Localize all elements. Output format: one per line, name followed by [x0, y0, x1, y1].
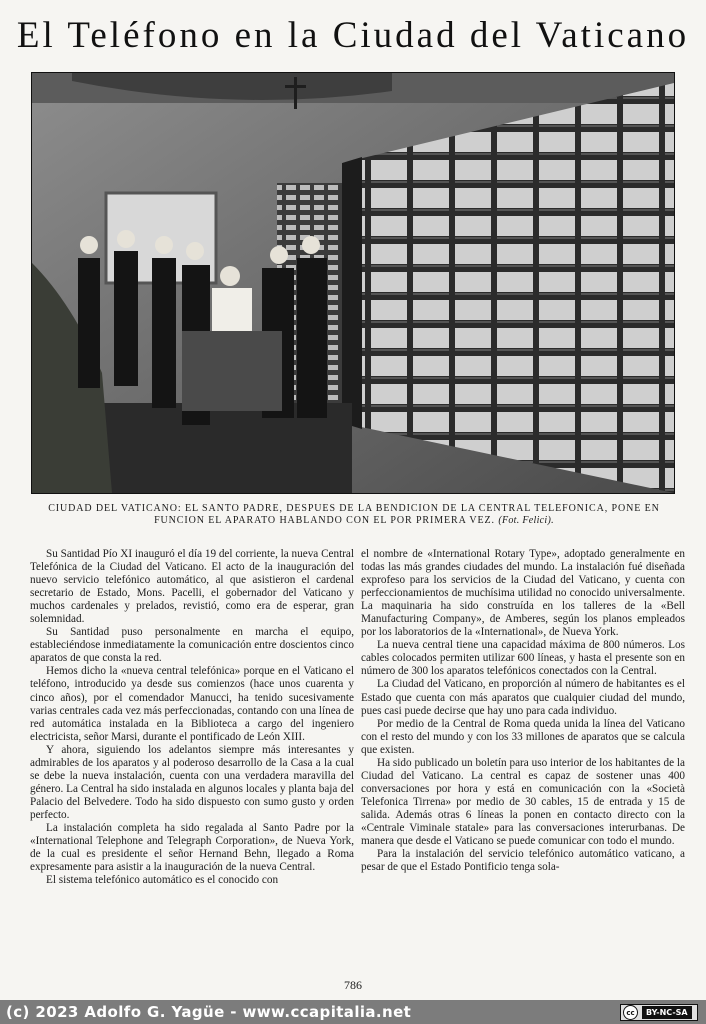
- photo-caption: [24, 503, 684, 527]
- paragraph: La nueva central tiene una capacidad máxima de 800 números. Los cables colocados permiten utilizar 600 líneas, y hasta el presente son en número de 300 los aparatos telefónicos conectados con la Central.: [361, 639, 685, 678]
- paragraph: Ha sido publicado un boletín para uso interior de los habitantes de la Ciudad del Vaticano. La central es capaz de sostener unas 400 conversaciones por hora y está en comunicación con la «Società Telefonica Tirrena» por medio de 30 cables, 15 de entrada y 15 de salida. Además otras 6 líneas la ponen en contacto directo con la «Centrale Viminale statale» para las conversaciones interurbanas. De manera que desde el Vaticano se puede comunicar con todo el mundo.: [361, 756, 685, 848]
- paragraph: Hemos dicho la «nueva central telefónica» porque en el Vaticano el teléfono, introducido ya desde sus comienzos (hace unos cuarenta y cinco años), por el comendador Manucci, ha tenido sucesivamente varias centrales cada vez más perfeccionadas, contando con una línea de red automática instalada en la Biblioteca a cargo del ingeniero electricista, señor Marsi, durante el pontificado de León XIII.: [30, 665, 354, 743]
- paragraph: Su Santidad puso personalmente en marcha el equipo, estableciéndose inmediatamente la comunicación entre doscientos cinco aparatos de que consta la red.: [30, 626, 354, 665]
- photo-credit: (Fot. Felici).: [498, 515, 554, 526]
- footer-bar: [0, 1000, 706, 1024]
- article-column-right: [361, 548, 685, 968]
- paragraph: Para la instalación del servicio telefónico automático vaticano, a pesar de que el Estado Pontificio tenga sola-: [361, 848, 685, 874]
- article-photo: [31, 72, 675, 494]
- article-title: El Teléfono en la Ciudad del Vaticano: [16, 15, 690, 56]
- article-column-left: [30, 548, 354, 968]
- cc-icon: cc: [623, 1005, 638, 1020]
- paragraph: Su Santidad Pío XI inauguró el día 19 del corriente, la nueva Central Telefónica de la Ciudad del Vaticano. El acto de la inauguración del nuevo servicio telefónico automático, al que asistieron el cardenal secretario de Estado, Mons. Pacelli, el gobernador del Vaticano y muchos cardenales y prelados, revistió, como era de esperar, gran solemnidad.: [30, 548, 354, 626]
- photo-caption-text: CIUDAD DEL VATICANO: EL SANTO PADRE, DESPUES DE LA BENDICION DE LA CENTRAL TELEFONICA, PONE EN FUNCION EL APARATO HABLANDO CON EL POR PRIMERA VEZ.: [48, 503, 660, 526]
- paragraph: La instalación completa ha sido regalada al Santo Padre por la «International Telephone and Telegraph Corporation», de Nueva York, de la cual es presidente el señor Hernand Behn, llegado a Roma expresamente para asistir a la inauguración de la nueva Central.: [30, 821, 354, 874]
- paragraph: Y ahora, siguiendo los adelantos siempre más interesantes y admirables de los aparatos y al poderoso desarrollo de la Casa a la cual se debe la nueva instalación, cuenta con una verdadera maravilla del género. La Central ha sido instalada en algunos locales y planta baja del Palacio del Belvedere. Todo ha sido dispuesto con sumo gusto y orden perfecto.: [30, 743, 354, 821]
- page-number: 786: [344, 978, 362, 992]
- paragraph: La Ciudad del Vaticano, en proporción al número de habitantes es el Estado que cuenta con más aparatos que cualquier ciudad del mundo, pues casi puede decirse que hay uno para cada individuo.: [361, 678, 685, 717]
- license-label: BY-NC-SA: [642, 1006, 692, 1019]
- license-badge[interactable]: [620, 1004, 698, 1021]
- paragraph: el nombre de «International Rotary Type», adoptado generalmente en todas las más grandes ciudades del mundo. La instalación fué diseñada exprofeso para los servicios de la Ciudad del Vaticano, y cuenta con perfeccionamientos de muchísima utilidad no conocido universalmente. La maquinaria ha sido construída en los talleres de la «Bell Manufacturing Company», de Amberes, según los planos empleados por los laboratorios de la «International», de Nueva York.: [361, 548, 685, 639]
- paragraph: Por medio de la Central de Roma queda unida la línea del Vaticano con el resto del mundo y con los 33 millones de aparatos que se calcula que existen.: [361, 717, 685, 756]
- paragraph: El sistema telefónico automático es el conocido con: [46, 874, 279, 887]
- footer-copyright: (c) 2023 Adolfo G. Yagüe - www.ccapitalia.net: [6, 1003, 412, 1021]
